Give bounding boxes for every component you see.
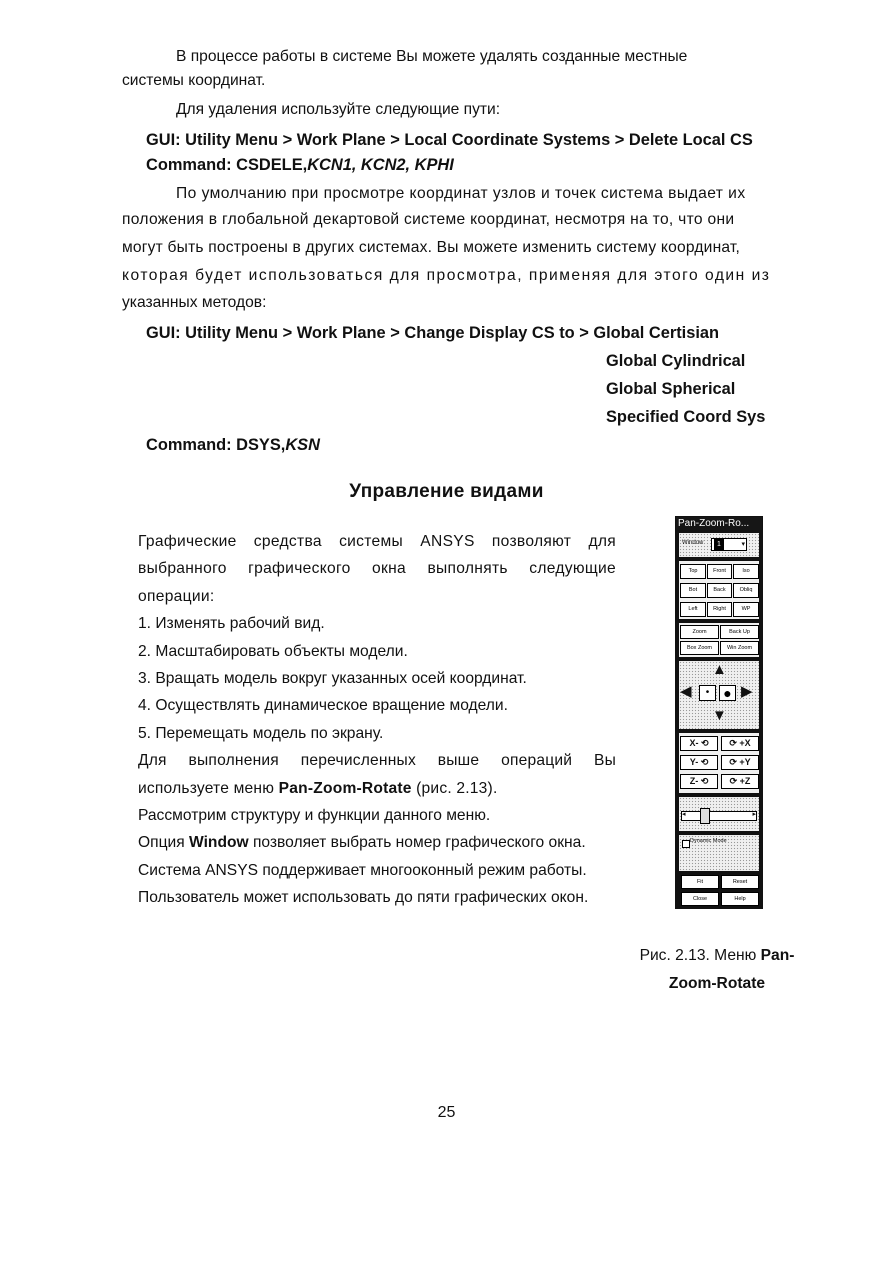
- dynamic-mode-checkbox[interactable]: [682, 840, 690, 848]
- section-heading: Управление видами: [349, 481, 544, 502]
- fit-button[interactable]: Fit: [681, 875, 719, 889]
- chevron-down-icon: ▾: [741, 541, 745, 548]
- window-panel: [679, 533, 759, 557]
- arrow-up-icon[interactable]: ▲: [712, 661, 727, 678]
- pan-panel: [679, 661, 759, 729]
- pan-zoom-rotate-menu: [675, 516, 763, 909]
- box-zoom-button[interactable]: Box Zoom: [680, 641, 719, 655]
- window-description: позволяет выбрать номер графического окна. Система ANSYS поддерживает многооконный режим работы. Пользователь может использовать до пяти графических окон.: [138, 834, 589, 907]
- window-text: Опция: [138, 834, 189, 852]
- window-option-name: Window: [189, 834, 249, 852]
- paragraph3-line3: могут быть построены в других системах. Вы можете изменить систему координат,: [122, 239, 741, 256]
- caption-text: Рис. 2.13. Меню: [639, 947, 761, 964]
- axis-label: +Y: [739, 757, 751, 767]
- ops-text: Для выполнения перечисленных выше операций Вы используете меню: [138, 752, 616, 797]
- menu-title: Pan-Zoom-Ro...: [676, 517, 762, 530]
- list-item: 3. Вращать модель вокруг указанных осей координат.: [138, 670, 527, 688]
- paragraph3-line1: По умолчанию при просмотре координат узлов и точек система выдает их: [176, 185, 746, 202]
- operations-paragraph: [138, 747, 616, 802]
- paragraph1-line1: В процессе работы в системе Вы можете удалять созданные местные: [176, 48, 688, 65]
- zoom-button[interactable]: Zoom: [680, 625, 719, 639]
- slider-right-icon[interactable]: ▸: [752, 811, 756, 818]
- axis-label: +X: [739, 738, 751, 748]
- right-view-button[interactable]: Right: [707, 602, 732, 617]
- list-item: 5. Перемещать модель по экрану.: [138, 724, 384, 742]
- rate-slider[interactable]: [681, 811, 757, 821]
- window-paragraph: [138, 829, 593, 911]
- reset-button[interactable]: Reset: [721, 875, 759, 889]
- gui-display-option: Specified Coord Sys: [606, 408, 766, 426]
- axis-label: +Z: [739, 776, 751, 786]
- window-select[interactable]: [711, 538, 747, 551]
- zoom-in-button[interactable]: •: [699, 685, 716, 701]
- gui-delete-path: GUI: Utility Menu > Work Plane > Local Coordinate Systems > Delete Local CS: [146, 131, 753, 149]
- page-number: 25: [437, 1104, 456, 1121]
- arrow-left-icon[interactable]: ◀: [680, 683, 692, 700]
- paragraph3-line2: положения в глобальной декартовой системе координат, несмотря на то, что они: [122, 211, 735, 228]
- wp-view-button[interactable]: WP: [733, 602, 759, 617]
- command-csdele: [146, 156, 454, 175]
- slider-left-icon[interactable]: ◂: [682, 811, 686, 818]
- dynamic-mode-panel: [679, 835, 759, 871]
- arrow-down-icon[interactable]: ▼: [712, 707, 727, 724]
- zoom-buttons-panel: [679, 623, 759, 657]
- command-arg: KSN: [285, 436, 320, 454]
- view-buttons-panel: [679, 561, 759, 619]
- rotate-z-pos-button[interactable]: ⟳ +Z: [721, 774, 759, 789]
- paragraph3-line4: которая будет использоваться для просмотра, применяя для этого один из: [122, 267, 771, 284]
- ops-menu-name: Pan-Zoom-Rotate: [278, 779, 412, 797]
- paragraph3-line5: указанных методов:: [122, 294, 267, 311]
- list-item: 1. Изменять рабочий вид.: [138, 615, 325, 633]
- command-args: KCN1, KCN2, KPHI: [307, 156, 454, 174]
- figure-caption: [617, 942, 817, 998]
- gui-display-option: Global Cylindrical: [606, 352, 746, 370]
- consider-paragraph: Рассмотрим структуру и функции данного меню.: [138, 807, 491, 825]
- zoom-out-button[interactable]: ●: [719, 685, 736, 701]
- axis-label: Y-: [689, 757, 699, 767]
- back-view-button[interactable]: Back: [707, 583, 732, 598]
- axis-label: X-: [689, 738, 699, 748]
- list-item: 2. Масштабировать объекты модели.: [138, 642, 408, 660]
- caption-menu-name: Pan-Zoom-Rotate: [668, 947, 795, 992]
- window-label: Window: [682, 540, 704, 546]
- rotate-y-neg-button[interactable]: Y- ⟲: [680, 755, 718, 770]
- rotate-x-pos-button[interactable]: ⟳ +X: [721, 736, 759, 751]
- bot-view-button[interactable]: Bot: [680, 583, 706, 598]
- iso-view-button[interactable]: Iso: [733, 564, 759, 579]
- rotate-panel: [679, 733, 759, 793]
- axis-label: Z-: [689, 776, 699, 786]
- top-view-button[interactable]: Top: [680, 564, 706, 579]
- rotate-x-neg-button[interactable]: X- ⟲: [680, 736, 718, 751]
- win-zoom-button[interactable]: Win Zoom: [720, 641, 759, 655]
- command-prefix: Command: CSDELE,: [146, 156, 308, 174]
- slider-thumb[interactable]: [700, 808, 710, 824]
- command-dsys: [146, 436, 320, 455]
- paragraph2: Для удаления используйте следующие пути:: [176, 101, 501, 118]
- body-text: [138, 528, 616, 912]
- dynamic-mode-label: Dynamic Mode: [690, 838, 727, 844]
- left-view-button[interactable]: Left: [680, 602, 706, 617]
- intro-paragraph: Графические средства системы ANSYS позволяют для выбранного графического окна выполнять следующие операции:: [138, 533, 616, 605]
- list-item: 4. Осуществлять динамическое вращение модели.: [138, 697, 508, 715]
- arrow-right-icon[interactable]: ▶: [741, 683, 753, 700]
- front-view-button[interactable]: Front: [707, 564, 732, 579]
- obliq-view-button[interactable]: Obliq: [733, 583, 759, 598]
- gui-display-path: GUI: Utility Menu > Work Plane > Change Display CS to > Global Certisian: [146, 324, 720, 342]
- help-button[interactable]: Help: [721, 892, 759, 906]
- rotate-z-neg-button[interactable]: Z- ⟲: [680, 774, 718, 789]
- window-value: 1: [714, 539, 724, 550]
- gui-display-option: Global Spherical: [606, 380, 736, 398]
- close-button[interactable]: Close: [681, 892, 719, 906]
- paragraph1-line2: системы координат.: [122, 72, 266, 89]
- rotate-y-pos-button[interactable]: ⟳ +Y: [721, 755, 759, 770]
- ops-ref: (рис. 2.13).: [411, 779, 498, 797]
- back-up-button[interactable]: Back Up: [720, 625, 759, 639]
- rate-slider-panel: [679, 797, 759, 831]
- command-prefix: Command: DSYS,: [146, 436, 286, 454]
